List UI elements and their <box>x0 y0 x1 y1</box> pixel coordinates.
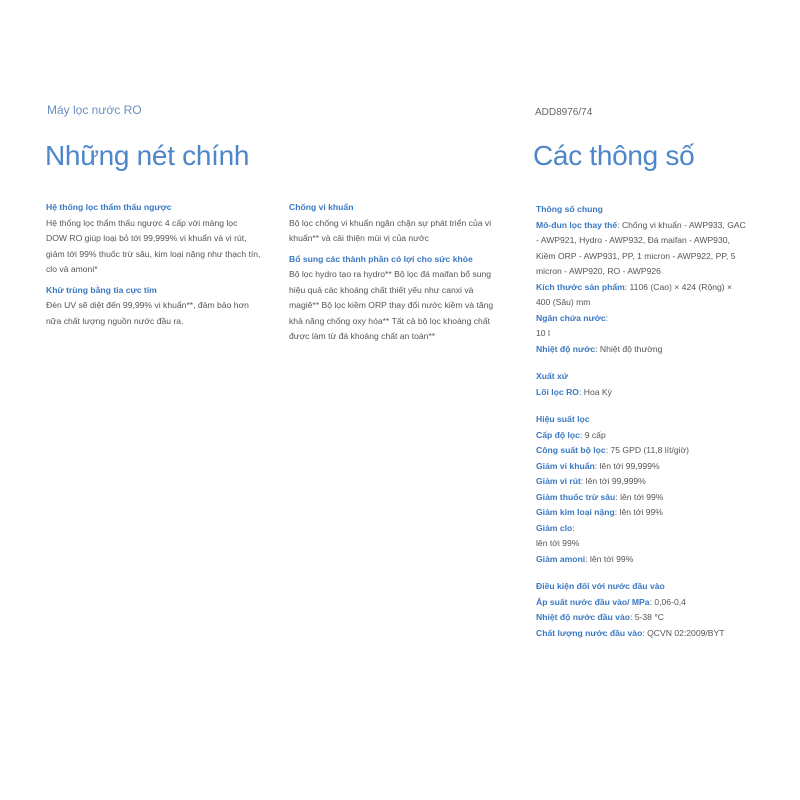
feature-desc-uv: Đèn UV sẽ diệt đến 99,99% vi khuẩn**, đảm bảo hơn nữa chất lượng nguồn nước đầu ra. <box>46 300 249 326</box>
spec-row: Giảm thuốc trừ sâu: lên tới 99% <box>536 491 664 502</box>
spec-module: Mô-đun lọc thay thế: Chống vi khuẩn - AWP933, GAC - AWP921, Hydro - AWP932, Đá maifan - AWP930, Kiềm ORP - AWP931, PP, 1 micron - AWP922, PP, 5 micron - AWP920, RO - AWP926 <box>536 219 746 276</box>
feature-title-uv: Khử trùng bằng tia cực tím <box>46 284 157 295</box>
spec-heading-performance: Hiệu suất lọc <box>536 414 590 424</box>
feature-desc-ro: Hệ thống lọc thẩm thấu ngược 4 cấp với màng lọc DOW RO giúp loại bỏ tới 99,999% vi khuẩn và vi rút, giảm tới 99% thuốc trừ sâu, kim loại nặng như thạch tín, clo và amoni* <box>46 217 261 274</box>
spec-heading-inlet: Điều kiện đối với nước đầu vào <box>536 581 665 591</box>
spec-tank: Ngăn chứa nước: 10 l <box>536 312 609 338</box>
spec-row: Áp suất nước đầu vào/ MPa: 0,06-0,4 <box>536 596 686 607</box>
spec-water-temp: Nhiệt độ nước: Nhiệt độ thường <box>536 343 663 354</box>
feature-title-ro: Hệ thống lọc thẩm thấu ngược <box>46 202 172 212</box>
spec-row: Giảm vi khuẩn: lên tới 99,999% <box>536 460 660 471</box>
feature-title-minerals: Bổ sung các thành phần có lợi cho sức khỏe <box>289 253 473 264</box>
features-column-mid <box>289 200 529 345</box>
spec-row: Chất lượng nước đầu vào: QCVN 02:2009/BYT <box>536 627 725 638</box>
spec-row: Giảm kim loại nặng: lên tới 99% <box>536 507 663 517</box>
spec-row: Nhiệt độ nước đầu vào: 5-38 °C <box>536 612 664 622</box>
spec-heading-general: Thông số chung <box>536 204 603 214</box>
specs-column <box>536 202 786 641</box>
spec-row: Công suất bộ lọc: 75 GPD (11,8 lít/giờ) <box>536 445 690 455</box>
feature-desc-antibacterial: Bộ lọc chống vi khuẩn ngăn chặn sự phát triển của vi khuẩn** và cải thiện mùi vị của nước <box>289 217 492 243</box>
spec-chlorine: Giảm clo: lên tới 99% <box>536 522 580 548</box>
model-code: ADD8976/74 <box>535 107 593 118</box>
spec-row: Giảm vi rút: lên tới 99,999% <box>536 476 646 486</box>
specs-title: Các thông số <box>533 140 695 171</box>
spec-ammonia: Giảm amoni: lên tới 99% <box>536 553 634 564</box>
features-column-left <box>46 200 286 329</box>
spec-size: Kích thước sản phẩm: 1106 (Cao) × 424 (Rộng) × 400 (Sâu) mm <box>536 281 733 307</box>
feature-title-antibacterial: Chống vi khuẩn <box>289 202 354 212</box>
feature-desc-minerals: Bộ lọc hydro tạo ra hydro** Bộ lọc đá maifan bổ sung hiệu quả các khoáng chất thiết yếu như canxi và magiê** Bộ lọc kiềm ORP thay đổi nước kiềm và tăng khả năng chống oxy hóa** Tất cả bộ lọc khoáng chất được làm từ đá khoáng chất an toàn** <box>289 269 494 341</box>
spec-ro-core: Lõi lọc RO: Hoa Kỳ <box>536 386 612 397</box>
spec-heading-origin: Xuất xứ <box>536 371 569 381</box>
spec-row: Cấp độ lọc: 9 cấp <box>536 429 606 440</box>
category-label: Máy lọc nước RO <box>47 103 142 117</box>
features-title: Những nét chính <box>45 140 250 171</box>
